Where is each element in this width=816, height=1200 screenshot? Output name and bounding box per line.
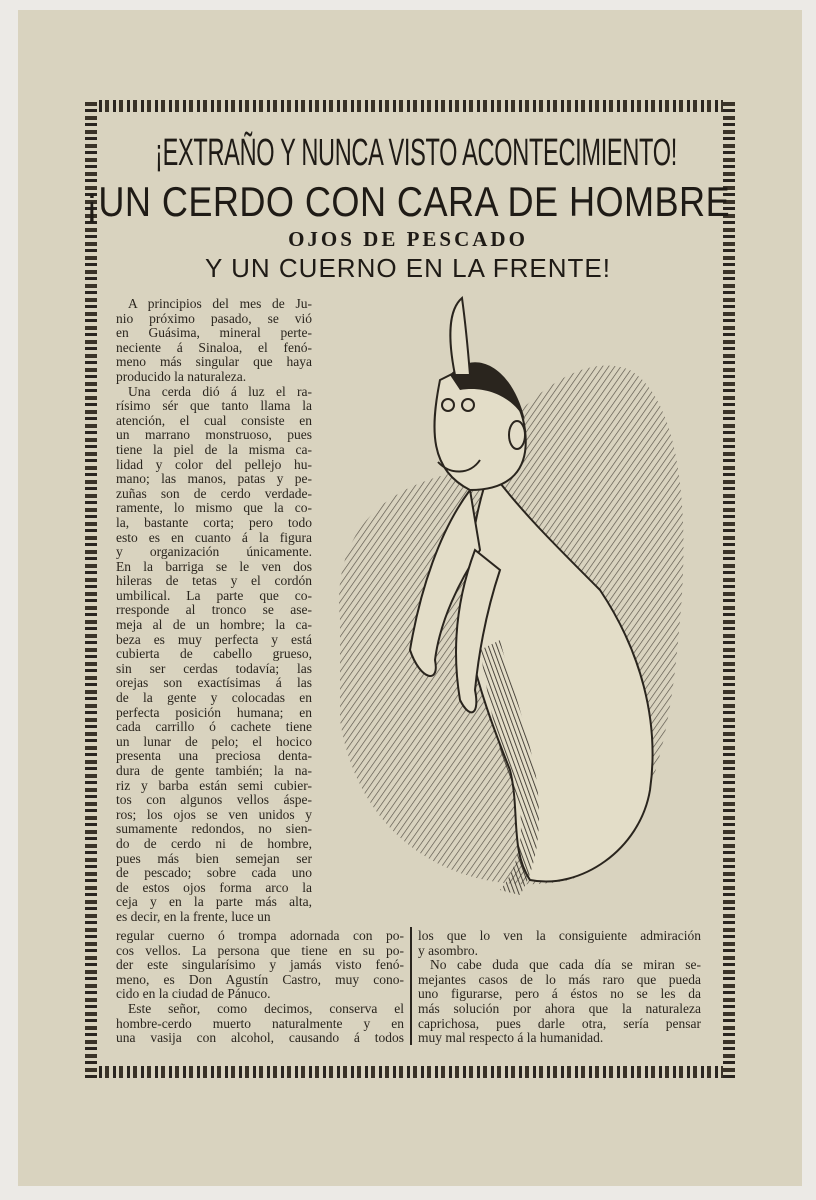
text-line: cido en la ciudad de Pánuco. xyxy=(116,986,271,1002)
text-line: rísimo sér que tanto llama la xyxy=(116,398,312,414)
text-line: meno más singular que haya xyxy=(116,354,312,370)
text-line: meja al de un hombre; la ca- xyxy=(116,617,312,633)
border-top xyxy=(85,100,735,112)
column-divider xyxy=(410,927,412,1045)
text-line: neciente á Sinaloa, el fenó- xyxy=(116,339,312,355)
text-line: lidad y color del pellejo hu- xyxy=(116,456,312,472)
text-line: tos con algunos vellos áspe- xyxy=(116,792,312,808)
text-line: una vasija con alcohol, causando á todos xyxy=(116,1030,404,1046)
text-line: Este señor, como decimos, conserva el xyxy=(128,1000,404,1016)
text-line: En la barriga se le ven dos xyxy=(116,558,312,574)
text-line: nio próximo pasado, se vió xyxy=(116,310,312,326)
text-line: zuñas son de cerdo verdade- xyxy=(116,485,312,501)
text-line: ramente, lo mismo que la co- xyxy=(116,500,312,516)
text-line: tiene la piel de la misma ca- xyxy=(116,441,312,457)
text-line: y organización únicamente. xyxy=(116,544,312,560)
text-line: Una cerda dió á luz el ra- xyxy=(128,383,312,399)
text-line: do de cerdo ni de hombre, xyxy=(116,835,312,851)
text-line: cada carrillo ó cachete tiene xyxy=(116,719,312,735)
text-line: No cabe duda que cada día se miran se- xyxy=(430,957,701,973)
text-line: cubierta de cabello grueso, xyxy=(116,646,312,662)
text-line: umbilical. La parte que co- xyxy=(116,587,312,603)
text-line: hileras de tetas y el cordón xyxy=(116,573,312,589)
text-line: cos vellos. La persona que tiene en su po- xyxy=(116,942,404,958)
headline-2: ¡UN CERDO CON CARA DE HOMBRE xyxy=(85,178,731,225)
text-line: presenta una preciosa denta- xyxy=(116,748,312,764)
text-line: regular cuerno ó trompa adornada con po- xyxy=(116,928,404,943)
border-bottom xyxy=(85,1066,735,1078)
article-column-left xyxy=(116,297,312,925)
article-column-bottom-right xyxy=(418,929,701,1046)
text-line: perfecta posición humana; en xyxy=(116,704,312,720)
text-line: es decir, en la frente, luce un xyxy=(116,908,271,924)
text-line: un marrano monstruoso, pues xyxy=(116,427,312,443)
text-line: los que lo ven la consiguiente admiración xyxy=(418,928,701,943)
text-line: atención, el cual consiste en xyxy=(116,412,312,428)
text-line: de estos ojos forma arco la xyxy=(116,879,312,895)
text-line: la, bastante corta; pero todo xyxy=(116,514,312,530)
text-line: de pescado; sobre cada uno xyxy=(116,865,312,881)
text-line: ceja y en la parte más alta, xyxy=(116,894,312,910)
text-line: mejantes casos de lo más raro que pueda xyxy=(418,971,701,987)
headline-1: ¡EXTRAÑO Y NUNCA VISTO ACONTECIMIENTO! xyxy=(155,132,677,174)
text-line: dura de gente también; la na- xyxy=(116,763,312,778)
text-line: muy mal respecto á la humanidad. xyxy=(418,1030,604,1046)
text-line: meno, es Don Agustín Castro, muy cono- xyxy=(116,971,404,987)
text-line: más solución por ahora que la naturaleza xyxy=(418,1000,701,1016)
text-line: orejas son exactísimas á las xyxy=(116,675,312,691)
text-line: A principios del mes de Ju- xyxy=(128,296,312,311)
text-line: mano; las manos, patas y pe- xyxy=(116,471,312,487)
text-line: beza es muy perfecta y está xyxy=(116,631,312,647)
text-line: der este singularísimo y jamás visto fenó- xyxy=(116,957,404,973)
text-line: en Guásima, mineral perte- xyxy=(116,325,312,341)
text-line: de la gente y colocadas en xyxy=(116,690,312,706)
text-line: hombre-cerdo muerto naturalmente y en xyxy=(116,1015,404,1031)
text-line: esto es en cuanto á la figura xyxy=(116,529,312,545)
text-line: ros; los ojos se ven unidos y xyxy=(116,806,312,822)
text-line: un lunar de pelo; el hocico xyxy=(116,733,312,749)
headline-4: Y UN CUERNO EN LA FRENTE! xyxy=(205,253,611,283)
text-line: sumamente redondos, no sien- xyxy=(116,821,312,837)
pig-man-illustration xyxy=(320,290,700,920)
text-line: rresponde al tronco se ase- xyxy=(116,602,312,618)
text-line: sin ser cerdas todavía; las xyxy=(116,660,312,676)
text-line: uno figurarse, pero á éstos no se les da xyxy=(418,986,701,1002)
text-line: y asombro. xyxy=(418,942,478,958)
text-line: pues más bien semejan ser xyxy=(116,850,312,866)
text-line: producido la naturaleza. xyxy=(116,368,247,384)
text-line: caprichosa, pues darle otra, sería pensar xyxy=(418,1015,701,1031)
text-line: riz y barba están semi cubier- xyxy=(116,777,312,793)
article-column-bottom-left xyxy=(116,929,404,1046)
headline-3: OJOS DE PESCADO xyxy=(288,227,528,251)
